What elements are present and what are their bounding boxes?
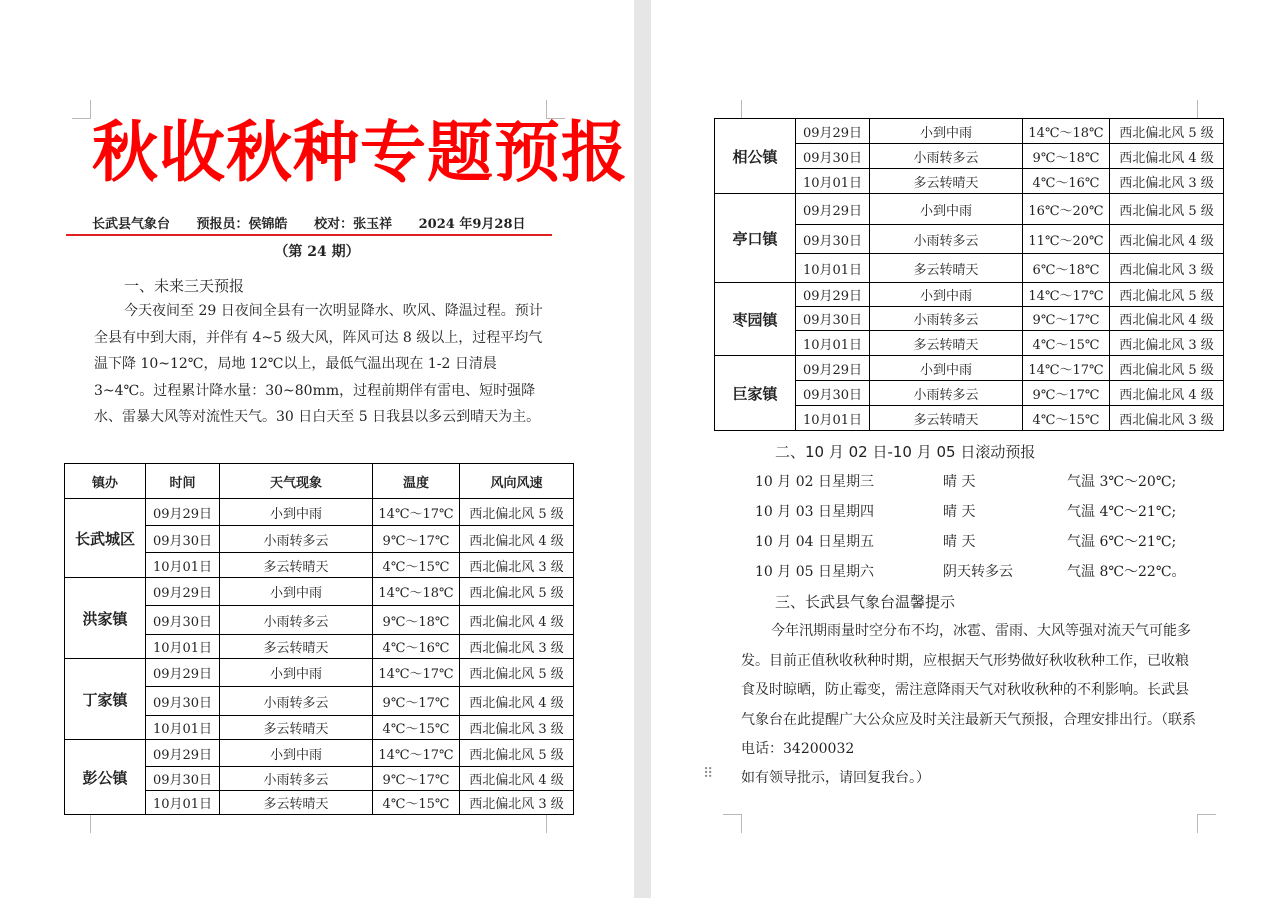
temp-cell[interactable]: 4℃～15℃: [373, 553, 460, 578]
wind-cell[interactable]: 西北偏北风 4 级: [1110, 381, 1224, 406]
section1-heading[interactable]: 一、未来三天预报: [124, 277, 245, 295]
weather-cell[interactable]: 小雨转多云: [220, 526, 373, 553]
forecast-day: 10 月 05 日星期六: [755, 564, 874, 580]
forecast-weather: 晴 天: [943, 474, 976, 490]
wind-cell[interactable]: 西北偏北风 3 级: [460, 791, 574, 815]
date-cell[interactable]: 09月29日: [796, 356, 870, 381]
wind-cell[interactable]: 西北偏北风 5 级: [1110, 119, 1224, 144]
crop-mark: [723, 100, 742, 119]
wind-cell[interactable]: 西北偏北风 3 级: [1110, 331, 1224, 356]
document-page-1: [0, 0, 634, 898]
table-row: [715, 283, 1224, 307]
weather-cell[interactable]: 小雨转多云: [870, 144, 1023, 169]
town-name-cell[interactable]: 洪家镇: [65, 578, 146, 659]
weather-cell[interactable]: 小到中雨: [220, 499, 373, 526]
weather-cell[interactable]: 小雨转多云: [870, 225, 1023, 254]
crop-mark: [723, 814, 742, 833]
date-cell[interactable]: 09月30日: [796, 144, 870, 169]
weather-cell[interactable]: 小雨转多云: [220, 606, 373, 635]
town-name-cell[interactable]: 亭口镇: [715, 194, 796, 283]
section3-heading[interactable]: 三、长武县气象台温馨提示: [775, 593, 956, 611]
temp-cell[interactable]: 4℃～15℃: [373, 716, 460, 740]
date-cell[interactable]: 09月29日: [796, 194, 870, 225]
town-name-cell[interactable]: 长武城区: [65, 499, 146, 578]
wind-cell[interactable]: 西北偏北风 5 级: [460, 578, 574, 606]
header-weather: 天气现象: [220, 464, 373, 499]
forecast-temp: 气温 3℃～20℃;: [1067, 474, 1177, 490]
temp-cell[interactable]: 14℃～18℃: [373, 578, 460, 606]
temp-cell[interactable]: 16℃～20℃: [1023, 194, 1110, 225]
date-cell[interactable]: 09月30日: [796, 307, 870, 331]
crop-mark: [1197, 100, 1216, 119]
temp-cell[interactable]: 9℃～18℃: [373, 606, 460, 635]
date-cell[interactable]: 09月30日: [796, 225, 870, 254]
weather-cell[interactable]: 小到中雨: [870, 119, 1023, 144]
rolling-forecast-item[interactable]: [755, 531, 1195, 551]
weather-cell[interactable]: 小到中雨: [220, 578, 373, 606]
crop-mark: [72, 100, 91, 119]
forecast-day: 10 月 04 日星期五: [755, 534, 874, 550]
weather-cell[interactable]: 小到中雨: [870, 283, 1023, 307]
table-row: [65, 578, 574, 606]
table-row: [715, 119, 1224, 144]
wind-cell[interactable]: 西北偏北风 5 级: [460, 659, 574, 687]
table-row: [65, 740, 574, 767]
section1-paragraph[interactable]: 今天夜间至 29 日夜间全县有一次明显降水、吹风、降温过程。预计全县有中到大雨，并伴有 4~5 级大风，阵风可达 8 级以上，过程平均气温下降 10~12℃，局地 12℃以上，最低气温出现在 1-2 日清晨 3~4℃。过程累计降水量：30~80mm，过程前期伴有雷电、短时强降水、雷暴大风等对流性天气。30 日白天至 5 日我县以多云到晴天为主。: [94, 303, 543, 425]
byline-date: 2024 年9月28日: [418, 217, 526, 232]
weather-cell[interactable]: 多云转晴天: [870, 169, 1023, 194]
byline-org: 长武县气象台: [92, 217, 171, 232]
rolling-forecast-item[interactable]: [755, 501, 1195, 521]
issue-number[interactable]: （第 24 期）: [274, 244, 360, 260]
date-cell[interactable]: 10月01日: [146, 635, 220, 659]
temp-cell[interactable]: 9℃～17℃: [1023, 381, 1110, 406]
date-cell[interactable]: 10月01日: [796, 331, 870, 356]
temp-cell[interactable]: 4℃～16℃: [1023, 169, 1110, 194]
weather-cell[interactable]: 小到中雨: [870, 194, 1023, 225]
wind-cell[interactable]: 西北偏北风 5 级: [1110, 283, 1224, 307]
wind-cell[interactable]: 西北偏北风 3 级: [460, 553, 574, 578]
header-wind: 风向风速: [460, 464, 574, 499]
temp-cell[interactable]: 9℃～17℃: [1023, 307, 1110, 331]
date-cell[interactable]: 09月29日: [796, 119, 870, 144]
forecast-temp: 气温 4℃～21℃;: [1067, 504, 1177, 520]
forecast-table-part1[interactable]: [64, 463, 574, 815]
date-cell[interactable]: 09月29日: [146, 659, 220, 687]
crop-mark: [546, 814, 565, 833]
section3-note[interactable]: 如有领导批示，请回复我台。）: [741, 770, 930, 786]
header-town: 镇办: [65, 464, 146, 499]
wind-cell[interactable]: 西北偏北风 5 级: [460, 740, 574, 767]
document-title[interactable]: 秋收秋种专题预报: [92, 113, 628, 191]
temp-cell[interactable]: 14℃～17℃: [1023, 283, 1110, 307]
wind-cell[interactable]: 西北偏北风 5 级: [460, 499, 574, 526]
weather-cell[interactable]: 小到中雨: [870, 356, 1023, 381]
weather-cell[interactable]: 多云转晴天: [870, 406, 1023, 431]
date-cell[interactable]: 09月30日: [146, 767, 220, 791]
date-cell[interactable]: 10月01日: [146, 553, 220, 578]
table-row: [715, 194, 1224, 225]
forecast-weather: 晴 天: [943, 504, 976, 520]
town-name-cell[interactable]: 丁家镇: [65, 659, 146, 740]
date-cell[interactable]: 09月29日: [146, 499, 220, 526]
wind-cell[interactable]: 西北偏北风 4 级: [460, 526, 574, 553]
forecast-temp: 气温 8℃～22℃。: [1067, 564, 1186, 580]
temp-cell[interactable]: 14℃～17℃: [373, 740, 460, 767]
temp-cell[interactable]: 14℃～17℃: [1023, 356, 1110, 381]
date-cell[interactable]: 09月29日: [146, 578, 220, 606]
wind-cell[interactable]: 西北偏北风 3 级: [1110, 254, 1224, 283]
weather-cell[interactable]: 多云转晴天: [220, 791, 373, 815]
table-header-row: [65, 464, 574, 499]
date-cell[interactable]: 10月01日: [146, 716, 220, 740]
header-divider: [66, 234, 552, 236]
town-name-cell[interactable]: 巨家镇: [715, 356, 796, 431]
byline[interactable]: [92, 213, 548, 232]
document-page-2: [651, 0, 1286, 898]
date-cell[interactable]: 10月01日: [146, 791, 220, 815]
wind-cell[interactable]: 西北偏北风 3 级: [460, 716, 574, 740]
temp-cell[interactable]: 9℃～17℃: [373, 687, 460, 716]
weather-cell[interactable]: 多云转晴天: [220, 716, 373, 740]
temp-cell[interactable]: 14℃～18℃: [1023, 119, 1110, 144]
town-name-cell[interactable]: 相公镇: [715, 119, 796, 194]
header-temp: 温度: [373, 464, 460, 499]
section3-paragraph[interactable]: 今年汛期雨量时空分布不均，冰雹、雷雨、大风等强对流天气可能多发。目前正值秋收秋种时期，应根据天气形势做好秋收秋种工作，已收粮食及时晾晒，防止霉变，需注意降雨天气对秋收秋种的不利影响。长武县气象台在此提醒广大公众应及时关注最新天气预报，合理安排出行。（联系电话：34200032: [741, 623, 1196, 757]
town-name-cell[interactable]: 枣园镇: [715, 283, 796, 356]
drag-handle-icon[interactable]: ⠿: [703, 766, 714, 782]
wind-cell[interactable]: 西北偏北风 3 级: [460, 635, 574, 659]
weather-cell[interactable]: 多云转晴天: [870, 331, 1023, 356]
town-name-cell[interactable]: 彭公镇: [65, 740, 146, 815]
crop-mark: [1197, 814, 1216, 833]
temp-cell[interactable]: 9℃～17℃: [373, 767, 460, 791]
temp-cell[interactable]: 4℃～15℃: [1023, 406, 1110, 431]
wind-cell[interactable]: 西北偏北风 4 级: [460, 687, 574, 716]
byline-forecaster: 预报员：侯锦皓: [196, 217, 288, 232]
date-cell[interactable]: 09月30日: [146, 687, 220, 716]
table-row: [65, 499, 574, 526]
section2-heading[interactable]: 二、10 月 02 日-10 月 05 日滚动预报: [775, 443, 1036, 461]
temp-cell[interactable]: 9℃～17℃: [373, 526, 460, 553]
date-cell[interactable]: 09月29日: [796, 283, 870, 307]
forecast-temp: 气温 6℃～21℃;: [1067, 534, 1177, 550]
rolling-forecast-item[interactable]: [755, 561, 1195, 581]
weather-cell[interactable]: 多云转晴天: [220, 635, 373, 659]
weather-cell[interactable]: 小到中雨: [220, 659, 373, 687]
wind-cell[interactable]: 西北偏北风 5 级: [1110, 356, 1224, 381]
table-row: [65, 659, 574, 687]
byline-reviewer: 校对：张玉祥: [314, 217, 393, 232]
temp-cell[interactable]: 14℃～17℃: [373, 659, 460, 687]
wind-cell[interactable]: 西北偏北风 4 级: [1110, 307, 1224, 331]
wind-cell[interactable]: 西北偏北风 4 级: [1110, 225, 1224, 254]
forecast-weather: 阴天转多云: [943, 564, 1013, 580]
wind-cell[interactable]: 西北偏北风 3 级: [1110, 406, 1224, 431]
header-date: 时间: [146, 464, 220, 499]
forecast-day: 10 月 02 日星期三: [755, 474, 874, 490]
weather-cell[interactable]: 多云转晴天: [220, 553, 373, 578]
weather-cell[interactable]: 小雨转多云: [220, 687, 373, 716]
date-cell[interactable]: 09月30日: [796, 381, 870, 406]
temp-cell[interactable]: 4℃～16℃: [373, 635, 460, 659]
rolling-forecast-item[interactable]: [755, 471, 1195, 491]
temp-cell[interactable]: 14℃～17℃: [373, 499, 460, 526]
wind-cell[interactable]: 西北偏北风 3 级: [1110, 169, 1224, 194]
date-cell[interactable]: 10月01日: [796, 406, 870, 431]
weather-cell[interactable]: 小雨转多云: [220, 767, 373, 791]
temp-cell[interactable]: 4℃～15℃: [1023, 331, 1110, 356]
weather-cell[interactable]: 小雨转多云: [870, 307, 1023, 331]
date-cell[interactable]: 09月30日: [146, 606, 220, 635]
date-cell[interactable]: 10月01日: [796, 254, 870, 283]
forecast-weather: 晴 天: [943, 534, 976, 550]
wind-cell[interactable]: 西北偏北风 4 级: [460, 767, 574, 791]
temp-cell[interactable]: 4℃～15℃: [373, 791, 460, 815]
weather-cell[interactable]: 小雨转多云: [870, 381, 1023, 406]
wind-cell[interactable]: 西北偏北风 5 级: [1110, 194, 1224, 225]
weather-cell[interactable]: 小到中雨: [220, 740, 373, 767]
wind-cell[interactable]: 西北偏北风 4 级: [1110, 144, 1224, 169]
forecast-day: 10 月 03 日星期四: [755, 504, 874, 520]
temp-cell[interactable]: 9℃～18℃: [1023, 144, 1110, 169]
temp-cell[interactable]: 11℃～20℃: [1023, 225, 1110, 254]
date-cell[interactable]: 09月30日: [146, 526, 220, 553]
date-cell[interactable]: 10月01日: [796, 169, 870, 194]
wind-cell[interactable]: 西北偏北风 4 级: [460, 606, 574, 635]
crop-mark: [72, 814, 91, 833]
forecast-table-part2[interactable]: [714, 118, 1224, 431]
weather-cell[interactable]: 多云转晴天: [870, 254, 1023, 283]
table-row: [715, 356, 1224, 381]
temp-cell[interactable]: 6℃～18℃: [1023, 254, 1110, 283]
date-cell[interactable]: 09月29日: [146, 740, 220, 767]
